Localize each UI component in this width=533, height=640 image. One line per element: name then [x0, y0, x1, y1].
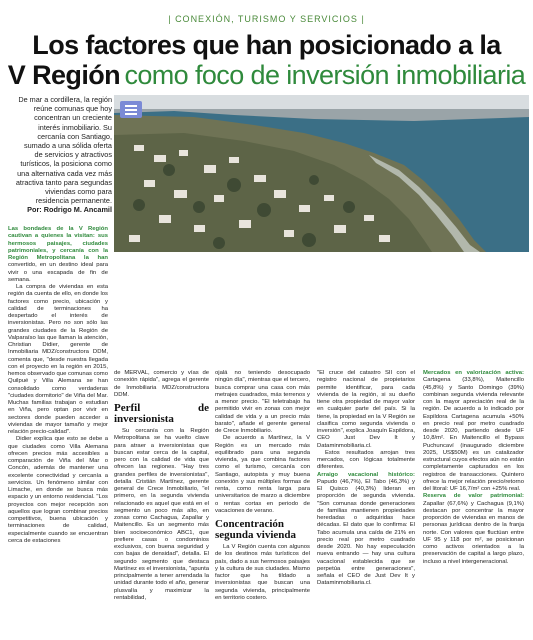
col1-paragraph-2: La compra de viviendas en esta región da cuenta de ello, en donde los factores como precio, ubicación y calidad de terminaciones ha despertado el interés de inversionistas. Pero no son sólo las grandes ciudades de la Región de Valparaíso las que llaman la atención, Christian Didier, gerente de Inmobiliaria MDZ/constructora DDM, comenta que, "desde nuestra llegada con el proyecto en la región en 2015, hemos observado que comunas como Quilpué y Villa Alemana se han consolidado como verdaderas "ciudades dormitorio" de Viña del Mar. Muchas familias trabajan o estudian en Viña, pero optan por vivir en sectores donde pueden acceder a viviendas de mayor tamaño y mejor relación precio-calidad".: [8, 284, 108, 435]
col3-paragraph-1: ojalá no teniendo desocupado ningún día", mientras que el tercero, busca comprar una casa con más metrajes cuadrados, más terrenos y a menor precio. "El teletrabajo ha permitido vivir en zonas con mejor calidad de vida y a un precio más barato", añade el gerente general de Crece Inmobiliario.: [215, 370, 310, 434]
title-line-2-rest: como foco de inversión inmobiliaria: [124, 60, 526, 90]
subhead-perfil: Perfil de inversionista: [114, 402, 209, 425]
lead-highlight: Las bondades de la V Región cautivan a quienes la visitan: sus hermosos paisajes, ciudades patrimoniales, y cercanía con la Región Metropolitana la han: [8, 226, 108, 261]
col4-paragraph-1: "El cruce del catastro SII con el registro nacional de propietarios permite identificar, para cada vivienda de la región, si su dueño tiene otra propiedad de mayor valor en cualquier parte del país. Si la tiene, la propiedad en la V Región se clasifica como segunda vivienda o inversión", explica Joaquín Espildora, CEO Just Dev It y Dataminmobiliaria.cl.: [317, 370, 415, 449]
intro-text: De mar a cordillera, la región reúne comunas que hoy concentran un creciente interés inmobiliario. Su cercanía con Santiago, sumado a una sólida oferta de servicios y atractivos turísticos, la posiciona como una alternativa cada vez más atractiva tanto para segundas viviendas como para residencia permanente.: [15, 95, 112, 206]
intro-paragraph: [14, 95, 112, 215]
col2-paragraph-1: de MERVAL, comercio y vías de conexión rápida", agrega el gerente de Inmobiliaria MDZ/constructora DDM.: [114, 370, 209, 398]
menu-icon[interactable]: [120, 101, 142, 118]
subhead-concentracion: Concentración segunda vivienda: [215, 518, 296, 541]
section-label: CONEXIÓN, TURISMO Y SERVICIOS: [175, 14, 358, 24]
coastal-aerial-photo: [114, 95, 529, 252]
subhead-reserva: Reserva de valor patrimonial:: [423, 493, 524, 500]
section-bar-left: |: [168, 14, 172, 24]
subhead-arraigo: Arraigo vacacional histórico:: [317, 471, 415, 478]
col3-paragraph-3: La V Región cuenta con algunos de los destinos más turísticos del país, dado a sus hermosos paisajes y la cultura de sus ciudades. Mismo factor que ha tildado a inversionistas que buscan una segunda vivienda, principalmente en territorio costero.: [215, 544, 310, 601]
lead-rest: convertido, en un destino ideal para vivir o una escapada de fin de semana.: [8, 262, 108, 283]
column-3: [215, 370, 310, 602]
section-bar-right: |: [361, 14, 365, 24]
column-5: [423, 370, 524, 566]
author-byline: Por: Rodrigo M. Ancamil: [27, 205, 112, 215]
subhead-mercados: Mercados en valorización activa:: [423, 370, 524, 376]
column-1: [8, 226, 108, 545]
col4-paragraph-3: Papudo (46,7%), El Tabo (46,3%) y El Quisco (40,3%) lideran en proporción de segunda vivienda. "Son comunas donde generaciones de familias mantienen propiedades heredadas o adquiridas hace décadas. El dato que lo confirma: El Tabo acumula una caída de 21% en precio real por metro cuadrado desde 2020. No hay especulación nueva entrando — hay una cultura vacacional establecida que se perpetúa entre generaciones", señala el CEO de Just Dev It y Dataminmobiliaria.cl.: [317, 478, 415, 587]
title-line-1: Los factores que han posicionado a la: [32, 30, 501, 60]
col5-paragraph-1: Cartagena (33,8%), Maitencillo (45,8%) y Santo Domingo (39%) combinan segunda vivienda relevante con la mayor apreciación real de la región. De acuerdo a lo indicado por Espildora Cartagena acumula +50% en precio real por metro cuadrado desde 2020, partiendo desde UF 10,8/m². En Maitencillo el Bypass Puchuncaví (inaugurado diciembre 2025, US$50M) es un catalizador estructural cuyos efectos aún no están completamente capturados en los registros de transacciones. Quintero ofrece la mejor relación precio/retorno del litoral: UF 16,7/m² con +25% real.: [423, 377, 524, 492]
title-line-2-bold: V Región: [7, 60, 121, 90]
col3-paragraph-2: De acuerdo a Martínez, la V Región es un mercado más equilibrado para una segunda vivienda, ya que combina factores como el turismo, cercanía con Santiago, autopista y muy buena conexión y sus múltiples formas de renta, como renta larga para universitarios de marzo a diciembre o rentas cortas en periodo de vacaciones de verano.: [215, 435, 310, 514]
col1-paragraph-3: Didier explica que esto se debe a que ciudades como Villa Alemana ofrecen precios más accesibles a comparación de Viña del Mar o Concón, además de mantener una excelente conectividad y cercanía a servicios. Un fenómeno similar con Limache, en donde se busca más espacio y un entorno residencial. "Los proyectos con mejor recepción son aquellos que logran combinar precios competitivos, buena ubicación y terminaciones de calidad, especialmente cuando se encuentran cerca de estaciones: [8, 436, 108, 544]
title-line-2: [0, 60, 533, 95]
column-4: [317, 370, 415, 588]
col5-paragraph-2: Zapallar (67,6%) y Cachagua (9,1%) destacan por concentrar la mayor proporción de viviendas en manos de personas jurídicas dentro de la franja norte. Con valores que fluctúan entre UF 95 y 118 por m², se posicionan como activos orientados a la preservación de capital a largo plazo, incluso a nivel intergeneracional.: [423, 500, 524, 565]
column-2: [114, 370, 209, 602]
section-tag: [0, 14, 533, 24]
col2-paragraph-2: Su cercanía con la Región Metropolitana se ha vuelto clave para atraer a inversionistas que buscan estar cerca de la capital, pero con la calidad de vida que ofrecen las regiones. "Hay tres grandes perfiles de inversionistas", detalla Cristián Martínez, gerente general de Crece Inmobiliario, "el primero, en la segunda vivienda relacionado es aquel que está en el segmento un poco más alto, en zonas como Cachagua, Zapallar y Maitencillo. Es un segmento más bien socioeconómico ABC1, que prefiere casas o condominios exclusivos, con buena seguridad y con bajas de densidad", detalla. El segundo segmento que destaca Martínez es el inversionista, "apunta principalmente a tener arrendada la unidad durante todo el año, generar plusvalía y maximizar la rentabilidad,: [114, 428, 209, 601]
article-title: [0, 30, 533, 95]
col4-paragraph-2: Estos resultados arrojan tres mercados, con lógicas totalmente diferentes.: [317, 449, 415, 471]
